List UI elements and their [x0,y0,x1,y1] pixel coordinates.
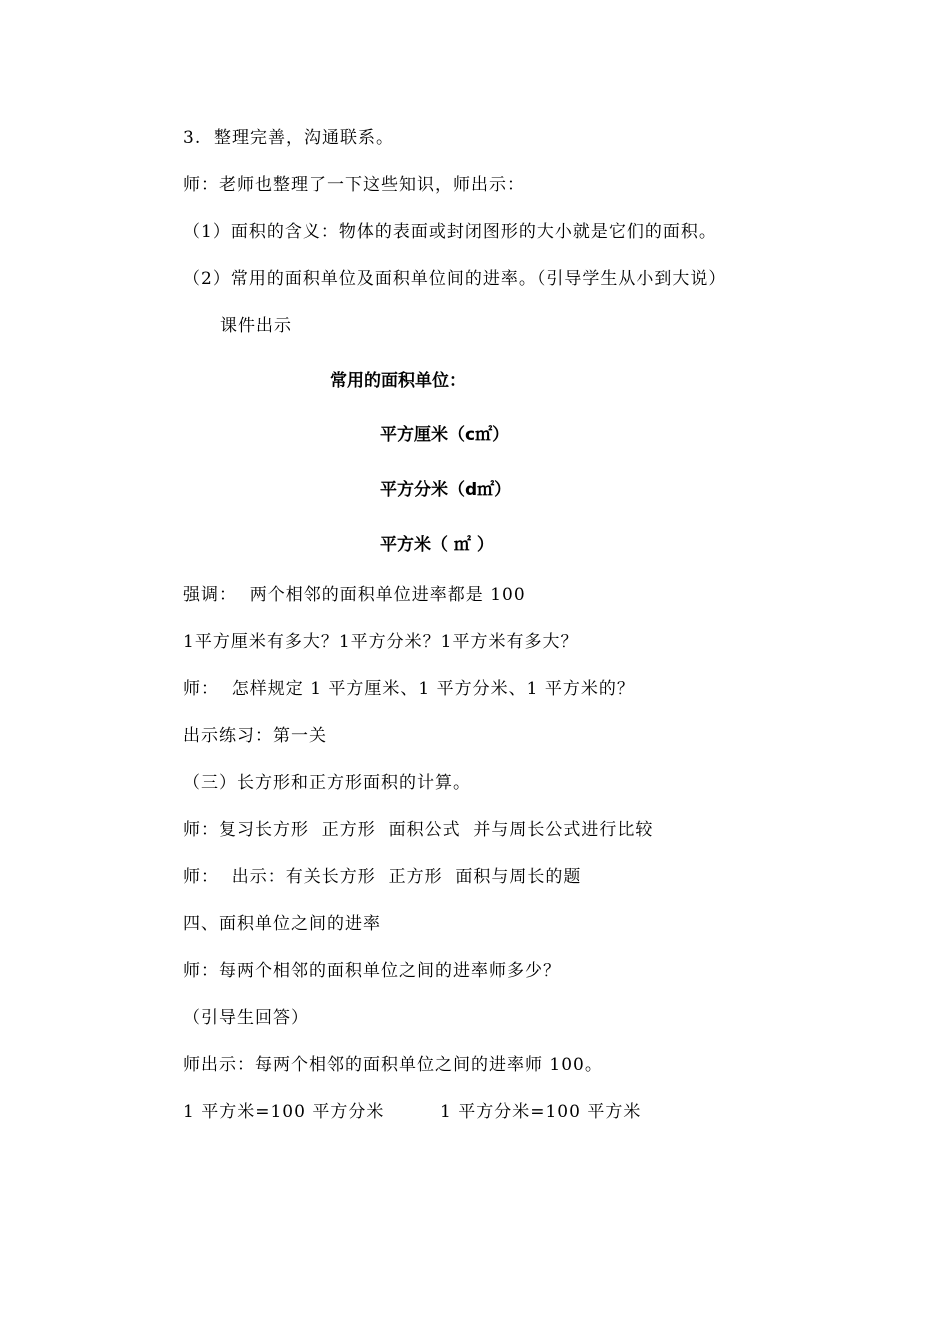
section-heading-three: （三）长方形和正方形面积的计算。 [183,773,471,793]
unit-square-cm: 平方厘米（c㎡） [380,425,510,445]
conversion-right: 1 平方分米=100 平方米 [440,1102,642,1122]
guide-students-line: （引导生回答） [183,1008,309,1028]
units-title: 常用的面积单位： [330,371,466,391]
courseware-label: 课件出示 [220,316,292,336]
emphasis-line: 强调： 两个相邻的面积单位进率都是 100 [183,585,526,605]
show-problems-line: 师： 出示：有关长方形 正方形 面积与周长的题 [183,867,582,887]
section-heading-four: 四、面积单位之间的进率 [183,914,381,934]
question-line: 1平方厘米有多大？1平方分米？1平方米有多大？ [183,632,579,652]
review-formula-line: 师：复习长方形 正方形 面积公式 并与周长公式进行比较 [183,820,654,840]
area-definition: （1）面积的含义：物体的表面或封闭图形的大小就是它们的面积。 [183,222,717,242]
conversion-left: 1 平方米=100 平方分米 [183,1102,385,1122]
unit-square-dm: 平方分米（d㎡） [380,480,512,500]
teacher-rate-question: 师：每两个相邻的面积单位之间的进率师多少？ [183,961,561,981]
teacher-shows-rate: 师出示：每两个相邻的面积单位之间的进率师 100。 [183,1055,603,1075]
exercise-line: 出示练习：第一关 [183,726,327,746]
teacher-question: 师： 怎样规定 1 平方厘米、1 平方分米、1 平方米的？ [183,679,635,699]
teacher-statement: 师：老师也整理了一下这些知识，师出示： [183,175,525,195]
unit-square-m: 平方米（ ㎡ ） [380,535,494,555]
section-heading-3: 3. 整理完善，沟通联系。 [183,128,395,148]
area-units-intro: （2）常用的面积单位及面积单位间的进率。（引导学生从小到大说） [183,269,727,289]
